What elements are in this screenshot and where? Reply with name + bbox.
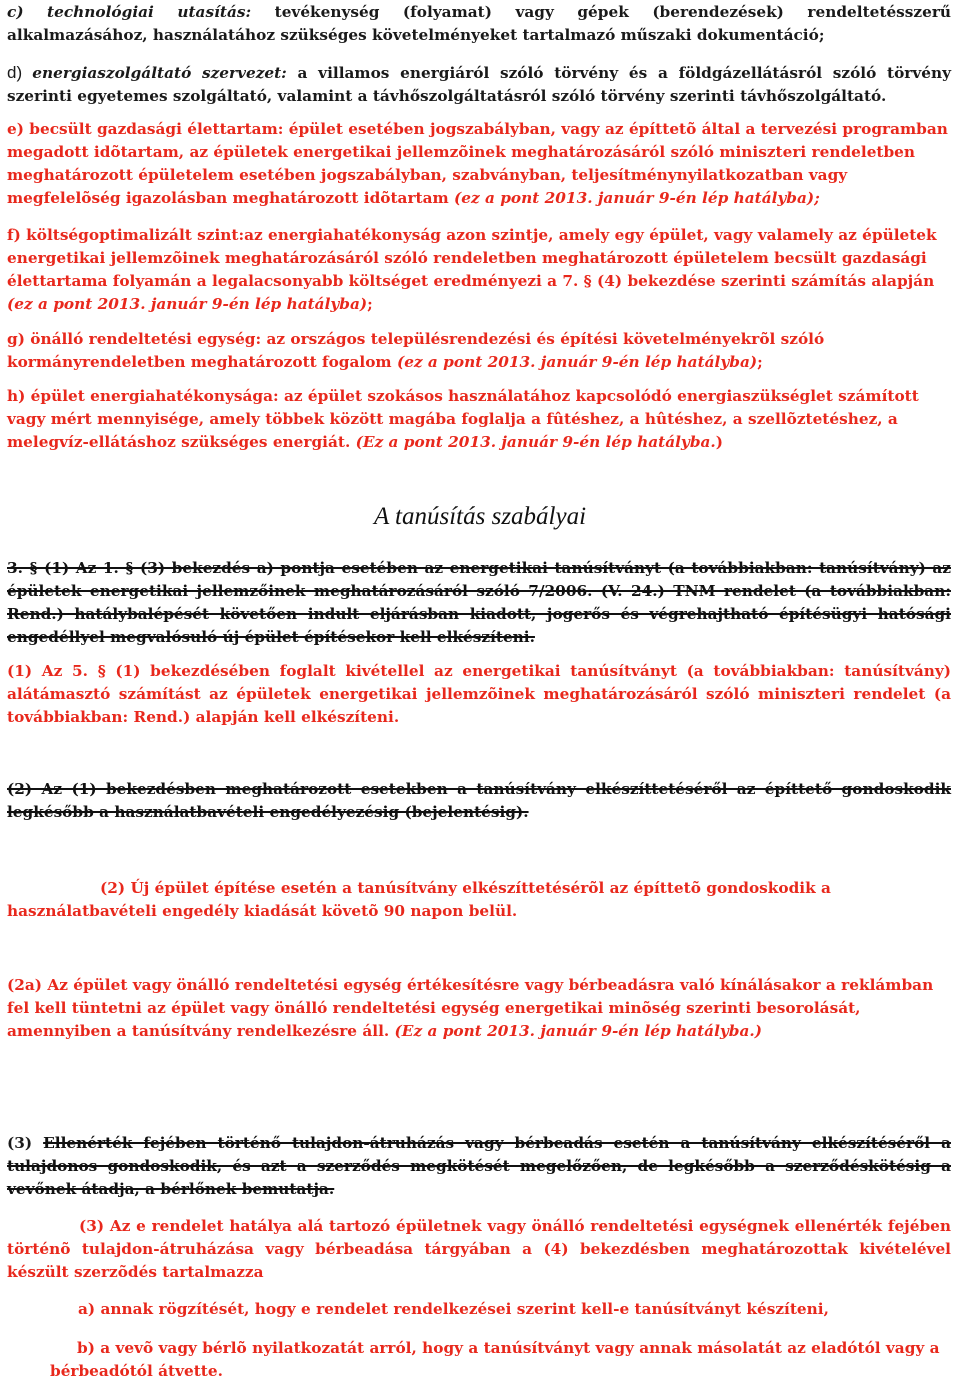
paragraph-2a-text: (2a) Az épület vagy önálló rendeltetési egység értékesítésre vagy bérbeadásra való kínálásakor a reklámban fel kell tüntetni az épület vagy önálló rendeltetési egység energetikai minõség szerinti besorolását, amennyiben a tanúsítvány rendelkezésre áll. (7, 976, 934, 1040)
definition-g-text: g) önálló rendeltetési egység: az országos településrendezési és építési követelményekrõl szóló kormányrendeletben meghatározott fogalom (7, 330, 825, 371)
section-3-paragraph-3: (3) Az e rendelet hatálya alá tartozó épületnek vagy önálló rendeltetési egységnek ellenérték fejében történõ tulajdon-átruházása vagy bérbeadása tárgyában a (4) bekezdésben meghatározottak kivételével készült szerzõdés tartalmazza (7, 1217, 951, 1281)
section-3-paragraph-2: (2) Új épület építése esetén a tanúsítvány elkészíttetésérõl az építtetõ gondoskodik a használatbavételi engedély kiadását követõ 90 napon belül. (7, 879, 831, 920)
definition-f (7, 224, 951, 316)
definition-c (7, 1, 951, 47)
definition-h-text: h) épület energiahatékonysága: az épület szokásos használatához kapcsolódó energiaszükséglet számított vagy mért mennyisége, amely többek között magába foglalja a fûtéshez, a hûtéshez, a szellõztetéshez, a melegvíz-ellátáshoz szükséges energiát. (7, 387, 919, 451)
definition-d-prefix: d) (7, 63, 33, 82)
definition-h (7, 385, 951, 454)
section-3-paragraph-2-struck: (2) Az (1) bekezdésben meghatározott esetekben a tanúsítvány elkészíttetéséről az építtető gondoskodik legkésőbb a használatbavételi engedélyezésig (bejelentésig). (7, 780, 951, 821)
definition-h-note: (Ez a pont 2013. január 9-én lép hatályba. (355, 433, 716, 451)
subpoint-a: a) annak rögzítését, hogy e rendelet rendelkezései szerint kell-e tanúsítványt készíteni, (78, 1300, 829, 1318)
section-3-paragraph-1: (1) Az 5. § (1) bekezdésében foglalt kivétellel az energetikai tanúsítványt (a továbbiakban: tanúsítvány) alátámasztó számítást az épületek energetikai jellemzõinek meghatározásáról szóló miniszteri rendelet (a továbbiakban: Rend.) alapján kell elkészíteni. (7, 662, 951, 726)
definition-e-note: (ez a pont 2013. január 9-én lép hatályba); (454, 189, 820, 207)
definition-g-note: (ez a pont 2013. január 9-én lép hatályba) (396, 353, 758, 371)
paragraph-3-prefix: (3) (7, 1134, 44, 1152)
definition-f-note: (ez a pont 2013. január 9-én lép hatályba) (7, 295, 368, 313)
definition-d (7, 61, 951, 108)
section-heading: A tanúsítás szabályai (373, 503, 587, 530)
definition-h-end: ) (715, 433, 724, 451)
definition-c-text: tevékenység (folyamat) vagy gépek (berendezések) rendeltetésszerű alkalmazásához, használatához szükséges követelményeket tartalmazó műszaki dokumentáció; (7, 3, 951, 44)
definition-f-end: ; (367, 295, 373, 313)
definition-g (7, 328, 951, 374)
definition-d-text: a villamos energiáról szóló törvény és a földgázellátásról szóló törvény szerinti egyetemes szolgáltató, valamint a távhőszolgáltatásról szóló törvény szerinti távhőszolgáltató. (7, 64, 951, 105)
section-3-paragraph-3-struck (7, 1132, 951, 1201)
definition-g-end: ; (757, 353, 763, 371)
subpoint-b: b) a vevõ vagy bérlõ nyilatkozatát arról, hogy a tanúsítványt vagy annak másolatát az eladótól vagy a bérbeadótól átvette. (50, 1339, 940, 1380)
definition-d-label: energiaszolgáltató szervezet: (32, 64, 287, 82)
definition-e (7, 118, 951, 210)
definition-c-label: c) technológiai utasítás: (7, 3, 252, 21)
section-3-struck: 3. § (1) Az 1. § (3) bekezdés a) pontja esetében az energetikai tanúsítványt (a továbbiakban: tanúsítvány) az épületek energetikai jellemzőinek meghatározásáról szóló 7/2006. (V. 24.) TNM rendelet (a továbbiakban: Rend.) hatálybalépését követően indult eljárásban kiadott, jogerős és végrehajtható építésügyi hatósági engedéllyel megvalósuló új épület építésekor kell elkészíteni. (7, 559, 951, 646)
definition-e-text: e) becsült gazdasági élettartam: épület esetében jogszabályban, vagy az építtetõ által a tervezési programban megadott idõtartam, az épületek energetikai jellemzõinek meghatározásáról szóló miniszteri rendeletben meghatározott épületelem esetében jogszabályban, szabványban, teljesítménynyilatkozatban vagy megfelelõség igazolásban meghatározott idõtartam (7, 120, 948, 207)
definition-f-text: f) költségoptimalizált szint:az energiahatékonyság azon szintje, amely egy épület, vagy valamely az épületek energetikai jellemzõinek meghatározásáról szóló rendeletben meghatározott épületelem becsült gazdasági élettartama folyamán a legalacsonyabb költséget eredményezi a 7. § (4) bekezdése szerinti számítás alapján (7, 226, 937, 290)
section-3-paragraph-2a (7, 974, 951, 1043)
paragraph-3-struck-text: Ellenérték fejében történő tulajdon-átruházás vagy bérbeadás esetén a tanúsítvány elkészítéséről a tulajdonos gondoskodik, és azt a szerződés megkötését megelőzően, de legkésőbb a szerződéskötésig a vevőnek átadja, a bérlőnek bemutatja. (7, 1134, 951, 1198)
paragraph-2a-note: (Ez a pont 2013. január 9-én lép hatályba.) (394, 1022, 762, 1040)
